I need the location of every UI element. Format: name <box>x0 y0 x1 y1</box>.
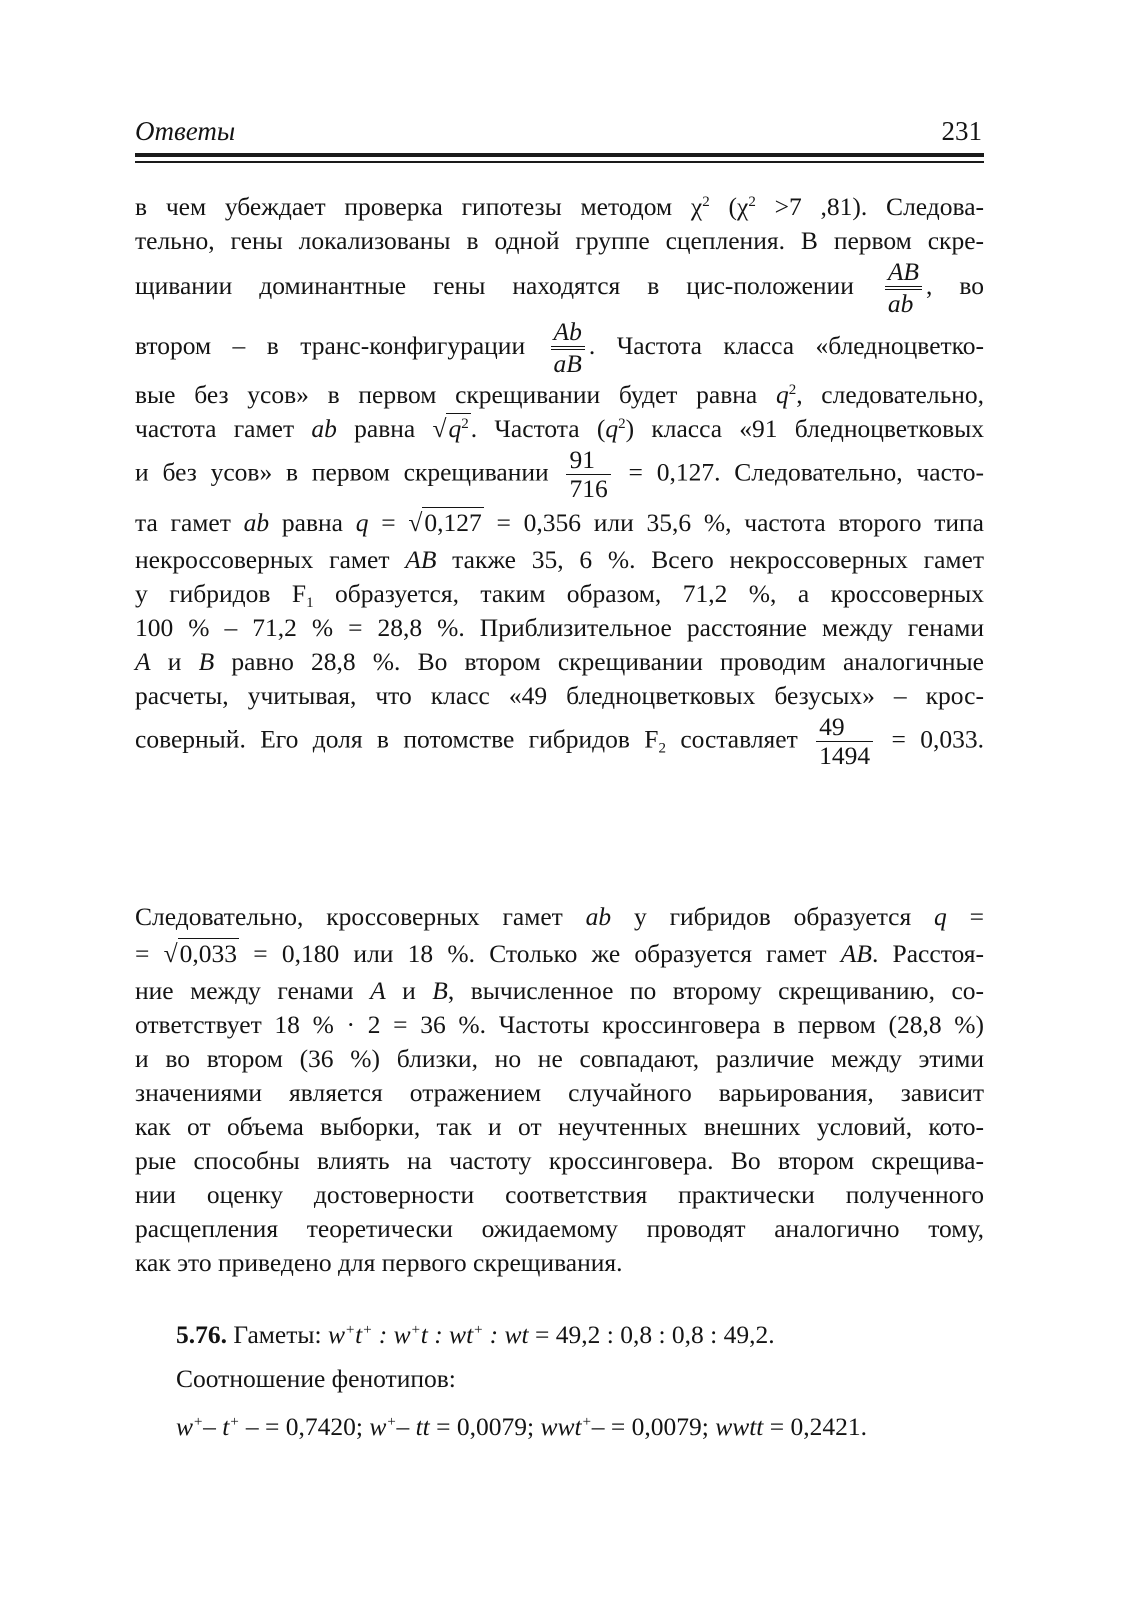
fraction-49-1494: $\frac{49}{1494}$ <box>816 713 873 770</box>
text-line: та гамет ab равна q = √0,127 = 0,356 или 35,6 %, частота второго типа <box>135 508 985 537</box>
text-line: ние между генами A и B, вычисленное по второму скрещиванию, со- <box>135 976 984 1005</box>
answer-number: 5.76. <box>176 1320 227 1349</box>
fraction-91-716: $\frac{91}{716}$ <box>566 446 610 503</box>
text-line: = √0,033 = 0,180 или 18 %. Столько же образуется гамет AB. Расстоя- <box>135 939 984 968</box>
text-line: расчеты, учитывая, что класс «49 бледноцветковых безусых» – крос- <box>135 681 984 710</box>
text-line: ответствует 18 % · 2 = 36 %. Частоты кроссинговера в первом (28,8 %) <box>135 1010 984 1039</box>
fraction-AB-ab: $\frac{AB}{ab}$ <box>885 258 922 318</box>
page-number: 231 <box>941 116 982 146</box>
text-line: и во втором (36 %) близки, но не совпадают, различие между этими <box>135 1044 984 1073</box>
running-title: Ответы <box>135 116 236 146</box>
sqrt-q2: $√q^2$ <box>432 414 469 443</box>
text-line: вые без усов» в первом скрещивании будет равна $q^2$, следовательно, <box>135 380 985 409</box>
paragraph-2 <box>135 900 984 1280</box>
text-line: 100 % – 71,2 % = 28,8 %. Приблизительное расстояние между генами <box>135 613 984 642</box>
text-line: значениями является отражением случайного варьирования, зависит <box>135 1078 984 1107</box>
text-line: как это приведено для первого скрещивания. <box>135 1248 623 1277</box>
paragraph-1 <box>135 190 984 770</box>
text-line: щивании доминантные гены находятся в цис-положении $\frac{AB}{ab}$ , во <box>135 257 984 318</box>
answer-5-76-gametes: 5.76. Гаметы: w+t+ : w+t : wt+ : wt = 49,2 : 0,8 : 0,8 : 49,2. <box>176 1320 775 1349</box>
phenotype-ratios: w+– t+ – = 0,7420; w+– tt = 0,0079; wwt+– = 0,0079; wwtt = 0,2421. <box>176 1412 868 1441</box>
sqrt-0127: √0,127 <box>408 508 482 537</box>
header-rule-thin <box>135 161 984 163</box>
sqrt-0033: √0,033 <box>163 939 237 968</box>
text-line: у гибридов $F_1$ образуется, таким образом, 71,2 %, а кроссоверных <box>135 579 984 611</box>
text-line: как от объема выборки, так и от неучтенных внешних условий, кото- <box>135 1112 984 1141</box>
text-line: Следовательно, кроссоверных гамет ab у гибридов образуется q = <box>135 902 984 931</box>
page-header <box>135 116 982 146</box>
text-line: и без усов» в первом скрещивании $\frac{91}{716}$ = 0,127. Следовательно, часто- <box>135 445 984 503</box>
text-line: тельно, гены локализованы в одной группе сцепления. В первом скре- <box>135 226 984 255</box>
text-line: расщепления теоретически ожидаемому проводят аналогично тому, <box>135 1214 984 1243</box>
text-line: втором – в транс-конфигурации $\frac{Ab}{aB}$ . Частота класса «бледноцветко- <box>135 317 984 378</box>
header-rule-thick <box>135 153 984 157</box>
text-line: рые способны влиять на частоту кроссинговера. Во втором скрещива- <box>135 1146 984 1175</box>
text-line: некроссоверных гамет AB также 35, 6 %. Всего некроссоверных гамет <box>135 545 984 574</box>
text-line: частота гамет ab равна $√q^2$. Частота $(q^2)$ класса «91 бледноцветковых <box>135 414 984 443</box>
phenotype-label: Соотношение фенотипов: <box>176 1364 456 1393</box>
fraction-Ab-aB: $\frac{Ab}{aB}$ <box>551 318 585 378</box>
text-line: соверный. Его доля в потомстве гибридов $F_2$ составляет $\frac{49}{1494}$ = 0,033. <box>135 712 984 770</box>
text-line: в чем убеждает проверка гипотезы методом $\chi^2$ ($\chi^2 >7$ ,81). Следова- <box>135 192 985 221</box>
text-line: A и B равно 28,8 %. Во втором скрещивании проводим аналогичные <box>135 647 984 676</box>
text-line: нии оценку достоверности соответствия практически полученного <box>135 1180 984 1209</box>
